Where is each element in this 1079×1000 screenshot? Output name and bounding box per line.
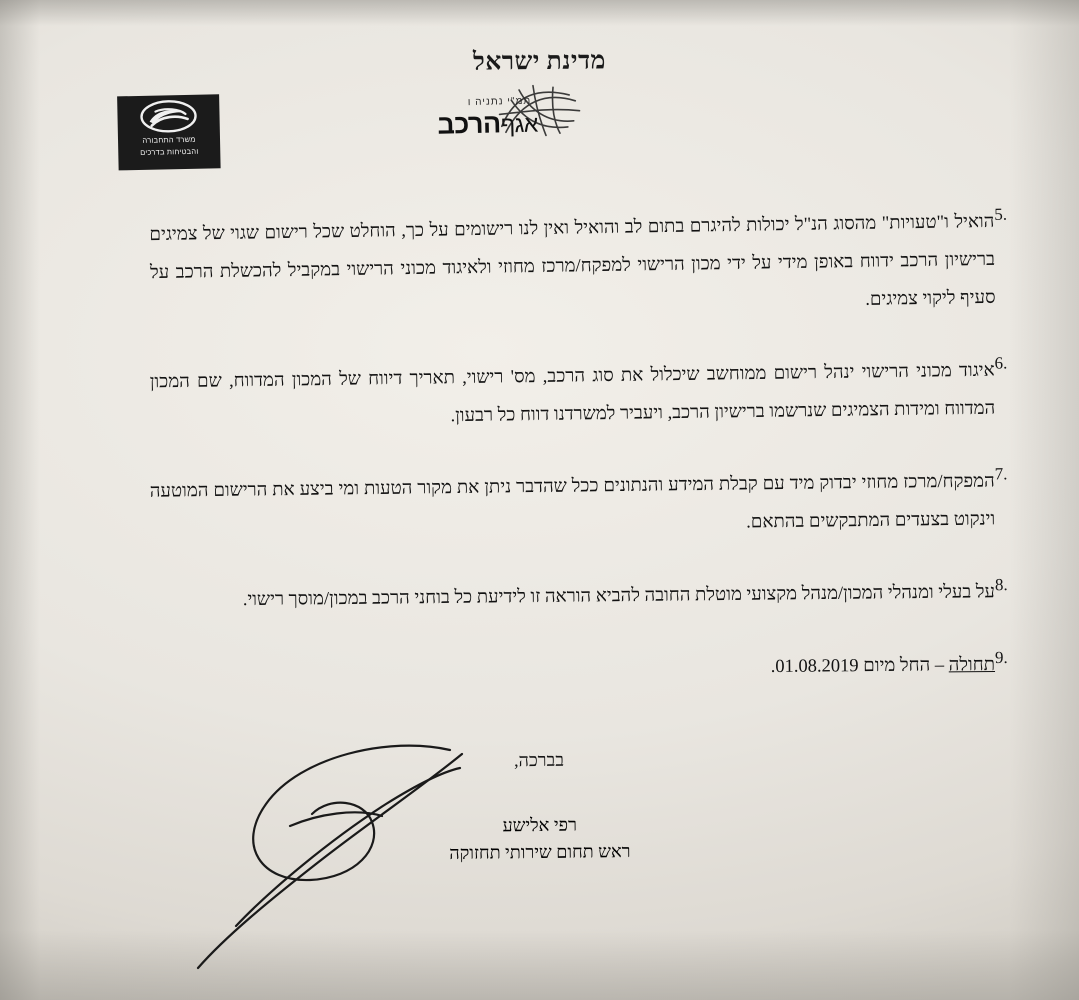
- clause-text: הואיל ו"טעויות" מהסוג הנ"ל יכולות להיגרם בתום לב והואיל ואין לנו רישומים על כך, הוחלט שכל רישום שגוי של צמיגים ברישיון הרכב ידווח באופן מידי על ידי מכון הרישוי למפקח/מרכז מחוזי ולאיגוד מכוני הרישוי במקביל להכשלת הרכב על סעיף ליקוי צמיגים.: [149, 211, 996, 310]
- signer-name: רפי אלישע: [502, 814, 577, 836]
- clause-item: [0, 350, 1079, 441]
- clause-text: [150, 646, 995, 691]
- clause-item: [0, 572, 1079, 621]
- signature-regards: בברכה,: [513, 749, 565, 771]
- ministry-logo-line2: והבטיחות בדרכים: [140, 146, 199, 157]
- signer-role: ראש תחום שירותי תחזוקה: [449, 841, 631, 863]
- clause-text: המפקח/מרכז מחוזי יבדוק מיד עם קבלת המידע והנתונים ככל שהדבר ניתן את מקור הטעות ומי ביצע את הרישום המוטעה וינקוט בצעדים המתבקשים בהתאם.: [149, 471, 996, 533]
- clause-item: [0, 645, 1079, 692]
- letterhead: [117, 88, 539, 187]
- clause-effective-date: – החל מיום 01.08.2019.: [770, 655, 949, 677]
- department-name-bold: הרכב: [437, 108, 502, 140]
- clause-number: 8.: [994, 575, 1008, 595]
- paper-edge-shading-top: [0, 0, 1079, 26]
- department-name-prefix: אגף: [500, 110, 539, 138]
- ministry-logo-line1: משרד התחבורה: [142, 134, 196, 145]
- clause-underlined-term: תחולה: [948, 655, 996, 676]
- clause-number: 6.: [994, 353, 1008, 373]
- ministry-logo: [117, 94, 221, 170]
- clause-number: 7.: [994, 464, 1008, 484]
- clause-item: [0, 461, 1079, 550]
- clause-number: 5.: [994, 204, 1008, 224]
- ministry-of-transport-icon: [139, 99, 198, 134]
- paper-edge-shading-bottom: [0, 930, 1079, 1000]
- page-title: מדינת ישראל: [472, 47, 607, 76]
- clause-text: על בעלי ומנהלי המכון/מנהל מקצועי מוטלת החובה להביא הוראה זו לידיעת כל בוחני הרכב במכון/מוסך רישוי.: [242, 582, 996, 611]
- department-subtitle: תמ"י נתניה ו: [467, 95, 532, 109]
- handwritten-scribble-icon: [495, 81, 586, 145]
- clause-text: איגוד מכוני הרישוי ינהל רישום ממוחשב שיכלול את סוג הרכב, מס' רישוי, תאריך דיווח של המכון המדווח, שם המכון המדווח ומידות הצמיגים שנרשמו ברישיון הרכב, ויעביר למשרדנו דווח כל רבעון.: [149, 360, 996, 427]
- document-body: [0, 204, 1079, 722]
- signature-block: [0, 744, 1079, 868]
- clause-item: [0, 202, 1079, 333]
- clause-number: 9.: [994, 647, 1008, 668]
